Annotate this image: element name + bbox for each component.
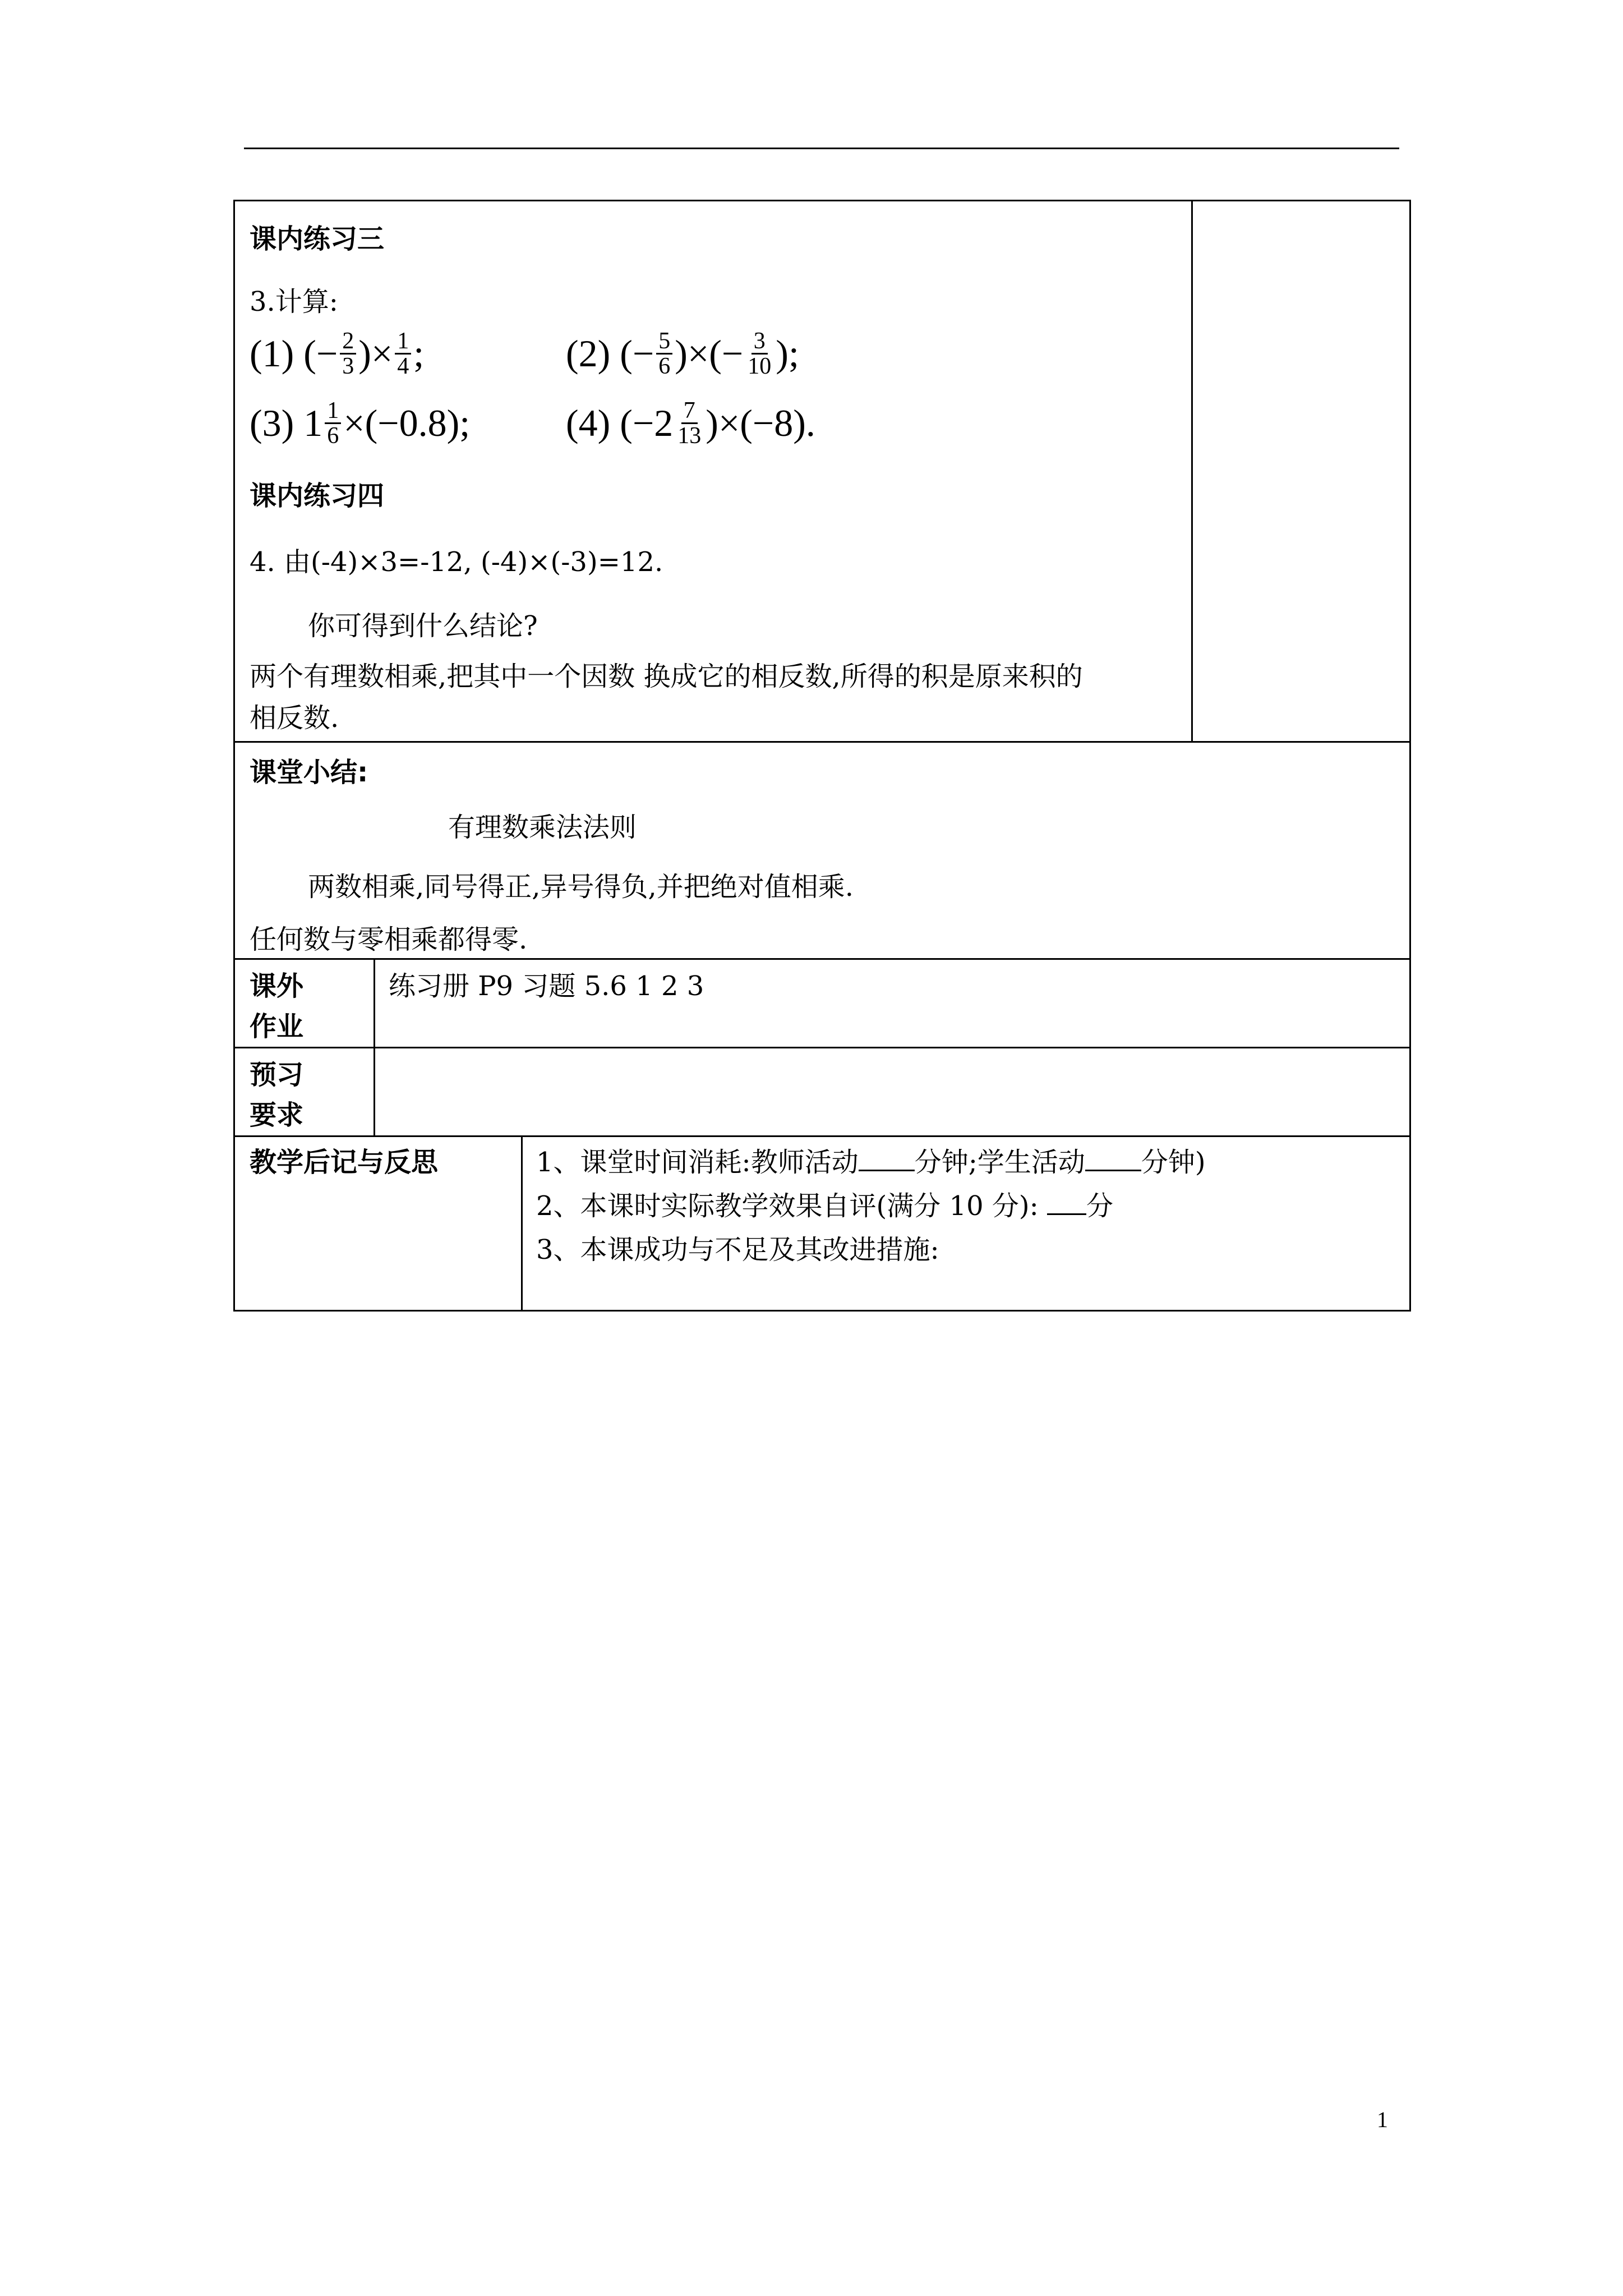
blank-side-cell: [1192, 201, 1410, 742]
summary-cell: [234, 742, 1410, 959]
calc-item-2: (2) (− $\frac{5}{6}$ )×(− $\frac{3}{10}$ );: [566, 328, 799, 379]
preview-label-line2: 要求: [250, 1099, 304, 1131]
exercise3-prompt: 3.计算:: [250, 286, 338, 318]
summary-rule-2: 任何数与零相乘都得零.: [250, 924, 528, 955]
summary-title: 课堂小结:: [250, 757, 368, 788]
homework-label-line1: 课外: [250, 970, 304, 1002]
fraction: $\frac{1}{6}$: [325, 399, 341, 448]
homework-content-cell: [375, 959, 1410, 1048]
summary-heading: 有理数乘法法则: [448, 812, 637, 843]
reflection-content-cell: [522, 1137, 1410, 1311]
exercise4-title: 课内练习四: [250, 480, 385, 512]
reflection-item-1: 1、课堂时间消耗:教师活动 分钟;学生活动 分钟): [536, 1147, 1206, 1178]
fraction: $\frac{5}{6}$: [656, 329, 672, 378]
lesson-plan-table: [233, 200, 1411, 1312]
preview-label-line1: 预习: [250, 1059, 304, 1091]
fraction: $\frac{7}{13}$: [677, 398, 702, 449]
exercise4-conclusion-line1: 两个有理数相乘,把其中一个因数 换成它的相反数,所得的积是原来积的: [250, 661, 1083, 692]
preview-label-cell: [234, 1048, 375, 1137]
blank-line: [1085, 1147, 1141, 1171]
fraction: $\frac{1}{4}$: [395, 329, 411, 378]
calc-item-3: (3) 1 $\frac{1}{6}$ ×(−0.8);: [250, 398, 471, 449]
preview-content-cell: [375, 1048, 1410, 1137]
exercise3-title: 课内练习三: [250, 223, 385, 255]
reflection-label: 教学后记与反思: [250, 1147, 439, 1178]
fraction: $\frac{2}{3}$: [340, 329, 356, 378]
blank-line: [859, 1147, 915, 1171]
reflection-item-3: 3、本课成功与不足及其改进措施:: [536, 1234, 939, 1266]
calc-item-1: (1) (− $\frac{2}{3}$ )× $\frac{1}{4}$ ;: [250, 328, 425, 379]
exercise4-conclusion-line2: 相反数.: [250, 702, 339, 734]
homework-label-line2: 作业: [250, 1011, 304, 1042]
homework-content: 练习册 P9 习题 5.6 1 2 3: [389, 970, 704, 1002]
header-rule: [244, 148, 1399, 149]
homework-label-cell: [234, 959, 375, 1048]
summary-rule-1: 两数相乘,同号得正,异号得负,并把绝对值相乘.: [308, 871, 854, 903]
exercise4-line1: 4. 由(-4)×3=-12, (-4)×(-3)=12.: [250, 546, 663, 578]
blank-line: [1047, 1191, 1086, 1215]
fraction: $\frac{3}{10}$: [748, 328, 772, 379]
reflection-item-2: 2、本课时实际教学效果自评(满分 10 分): 分: [536, 1190, 1114, 1222]
page-number: 1: [1377, 2107, 1388, 2132]
calc-item-4: (4) (−2 $\frac{7}{13}$ )×(−8).: [566, 398, 815, 449]
exercise4-question: 你可得到什么结论?: [308, 610, 538, 642]
reflection-label-cell: [234, 1137, 522, 1311]
exercise-cell: [234, 201, 1192, 742]
